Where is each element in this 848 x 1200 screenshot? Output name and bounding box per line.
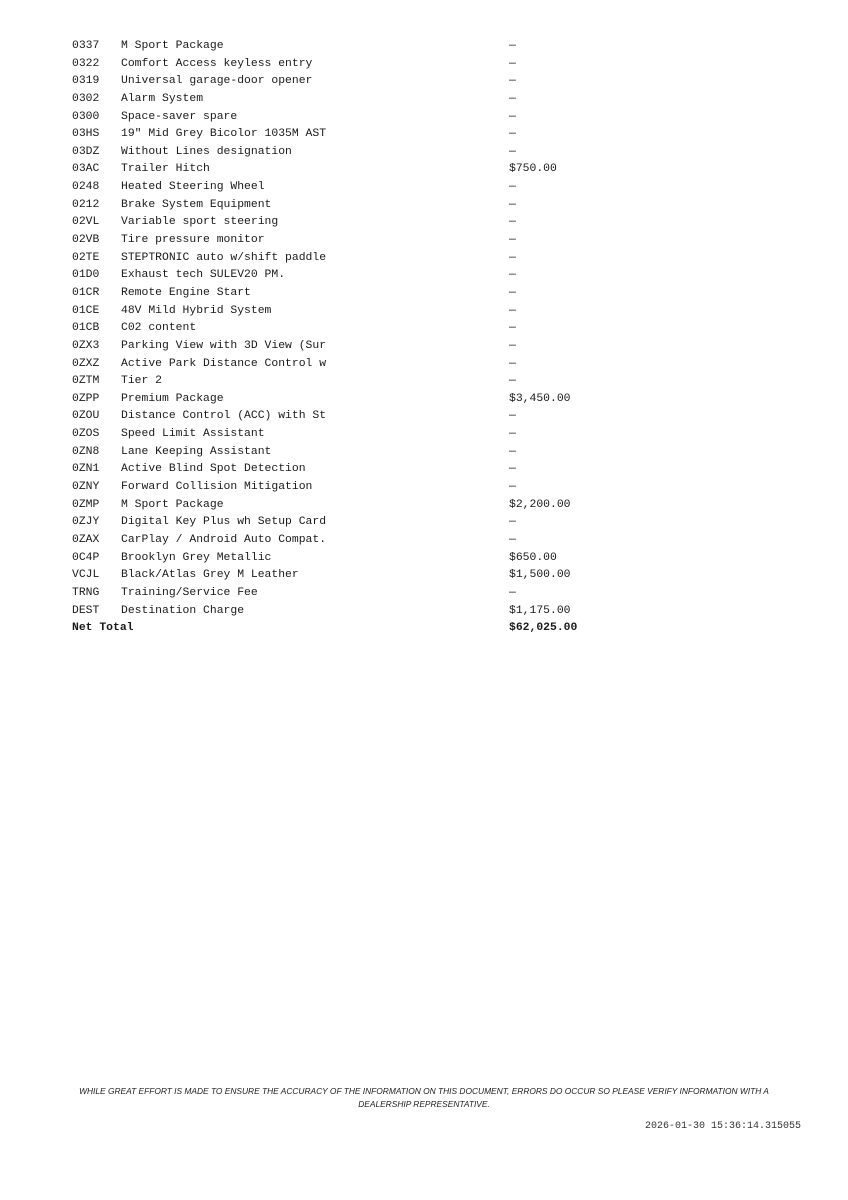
option-code: 01CB: [72, 322, 100, 335]
option-code: 0302: [72, 92, 100, 105]
option-description: Variable sport steering: [121, 216, 279, 229]
option-description: Destination Charge: [121, 604, 245, 617]
option-code: 0319: [72, 75, 100, 88]
option-code: 02TE: [72, 251, 100, 264]
option-rows: [72, 38, 632, 620]
option-description: C02 content: [121, 322, 197, 335]
option-row: [72, 479, 632, 497]
option-price: $1,500.00: [509, 569, 571, 582]
option-price: —: [509, 92, 516, 105]
option-row: [72, 320, 632, 338]
option-row: [72, 461, 632, 479]
print-timestamp: 2026-01-30 15:36:14.315055: [644, 1121, 801, 1132]
option-code: 03AC: [72, 163, 100, 176]
option-price: $1,175.00: [509, 604, 571, 617]
option-price: —: [509, 304, 516, 317]
option-price: —: [509, 40, 516, 52]
option-price: —: [509, 445, 516, 458]
option-price: —: [509, 410, 516, 423]
option-price: —: [509, 128, 516, 141]
option-row: [72, 179, 632, 197]
option-code: 01D0: [72, 269, 100, 282]
option-code: 0ZAX: [72, 533, 100, 546]
option-description: Space-saver spare: [121, 110, 238, 123]
option-row: [72, 603, 632, 621]
option-description: Comfort Access keyless entry: [121, 57, 313, 70]
option-description: Black/Atlas Grey M Leather: [121, 569, 299, 582]
option-row: [72, 514, 632, 532]
option-price: $750.00: [509, 163, 557, 176]
option-description: Lane Keeping Assistant: [121, 445, 272, 458]
option-code: 0ZPP: [72, 392, 100, 405]
option-row: [72, 391, 632, 409]
option-description: Forward Collision Mitigation: [121, 481, 313, 494]
option-price: —: [509, 533, 516, 546]
option-row: [72, 38, 632, 56]
option-code: 0ZJY: [72, 516, 100, 529]
option-code: 0ZXZ: [72, 357, 100, 370]
option-code: 0ZN8: [72, 445, 100, 458]
option-code: TRNG: [72, 586, 100, 599]
option-price: —: [509, 516, 516, 529]
option-description: Parking View with 3D View (Sur: [121, 339, 327, 352]
option-description: Premium Package: [121, 392, 224, 405]
option-row: [72, 532, 632, 550]
option-price: —: [509, 481, 516, 494]
option-description: CarPlay / Android Auto Compat.: [121, 533, 327, 546]
option-code: 0248: [72, 181, 100, 194]
option-row: [72, 250, 632, 268]
option-row: [72, 550, 632, 568]
option-price: $650.00: [509, 551, 557, 564]
option-price: —: [509, 234, 516, 247]
option-row: [72, 426, 632, 444]
option-row: [72, 285, 632, 303]
option-description: Alarm System: [121, 92, 204, 105]
option-description: Active Park Distance Control w: [121, 357, 327, 370]
option-list: [72, 38, 632, 638]
option-price: —: [509, 75, 516, 88]
option-price: —: [509, 322, 516, 335]
option-description: Trailer Hitch: [121, 163, 210, 176]
option-code: 0C4P: [72, 551, 100, 564]
option-row: [72, 373, 632, 391]
option-code: 01CR: [72, 286, 100, 299]
option-price: —: [509, 145, 516, 158]
option-code: VCJL: [72, 569, 100, 582]
option-code: 0300: [72, 110, 100, 123]
option-price: —: [509, 198, 516, 211]
option-row: [72, 109, 632, 127]
option-price: —: [509, 216, 516, 229]
option-code: 03HS: [72, 128, 100, 141]
option-description: Universal garage-door opener: [121, 75, 313, 88]
option-description: Training/Service Fee: [121, 586, 258, 599]
option-code: 02VL: [72, 216, 100, 229]
option-price: $2,200.00: [509, 498, 571, 511]
option-price: —: [509, 375, 516, 388]
option-row: [72, 144, 632, 162]
option-price: —: [509, 586, 516, 599]
option-price: —: [509, 286, 516, 299]
option-description: Tier 2: [121, 375, 163, 388]
option-code: 0ZTM: [72, 375, 100, 388]
option-row: [72, 232, 632, 250]
option-code: 0212: [72, 198, 100, 211]
option-code: 0ZMP: [72, 498, 100, 511]
option-description: Heated Steering Wheel: [121, 181, 265, 194]
option-row: [72, 126, 632, 144]
option-code: 0322: [72, 57, 100, 70]
option-description: Distance Control (ACC) with St: [121, 410, 327, 423]
option-row: [72, 444, 632, 462]
net-total-row: [72, 620, 632, 638]
option-row: [72, 585, 632, 603]
option-code: 03DZ: [72, 145, 100, 158]
option-description: Brooklyn Grey Metallic: [121, 551, 272, 564]
option-description: 48V Mild Hybrid System: [121, 304, 272, 317]
option-price: —: [509, 339, 516, 352]
net-total-value: $62,025.00: [509, 622, 578, 635]
option-price: —: [509, 269, 516, 282]
option-code: 0ZN1: [72, 463, 100, 476]
option-code: 0ZOU: [72, 410, 100, 423]
option-row: [72, 214, 632, 232]
option-description: Remote Engine Start: [121, 286, 251, 299]
option-description: Brake System Equipment: [121, 198, 272, 211]
option-description: Digital Key Plus wh Setup Card: [121, 516, 327, 529]
option-description: Exhaust tech SULEV20 PM.: [121, 269, 286, 282]
disclaimer-text: WHILE GREAT EFFORT IS MADE TO ENSURE THE ACCURACY OF THE INFORMATION ON THIS DOCUMENT, ERRORS DO OCCUR SO PLEASE VERIFY INFORMATION WITH A DEALERSHIP REPRESENTATIVE.: [79, 1086, 769, 1109]
net-total-label: Net Total: [72, 622, 134, 635]
option-price: —: [509, 181, 516, 194]
option-price: —: [509, 463, 516, 476]
option-row: [72, 73, 632, 91]
option-row: [72, 567, 632, 585]
option-code: 0337: [72, 40, 100, 52]
option-description: 19" Mid Grey Bicolor 1035M AST: [121, 128, 327, 141]
option-price: —: [509, 251, 516, 264]
option-description: STEPTRONIC auto w/shift paddle: [121, 251, 327, 264]
option-price: $3,450.00: [509, 392, 571, 405]
option-description: Speed Limit Assistant: [121, 428, 265, 441]
option-code: 02VB: [72, 234, 100, 247]
option-row: [72, 91, 632, 109]
option-description: M Sport Package: [121, 40, 224, 52]
option-code: 0ZNY: [72, 481, 100, 494]
option-code: 0ZX3: [72, 339, 100, 352]
option-description: Without Lines designation: [121, 145, 292, 158]
option-row: [72, 497, 632, 515]
option-description: Tire pressure monitor: [121, 234, 265, 247]
option-price: —: [509, 428, 516, 441]
option-description: Active Blind Spot Detection: [121, 463, 306, 476]
option-row: [72, 56, 632, 74]
option-row: [72, 161, 632, 179]
option-row: [72, 303, 632, 321]
option-description: M Sport Package: [121, 498, 224, 511]
option-code: 01CE: [72, 304, 100, 317]
option-price: —: [509, 110, 516, 123]
option-row: [72, 408, 632, 426]
option-code: DEST: [72, 604, 100, 617]
option-row: [72, 267, 632, 285]
option-price: —: [509, 357, 516, 370]
option-row: [72, 197, 632, 215]
option-row: [72, 338, 632, 356]
option-code: 0ZOS: [72, 428, 100, 441]
option-row: [72, 356, 632, 374]
option-price: —: [509, 57, 516, 70]
